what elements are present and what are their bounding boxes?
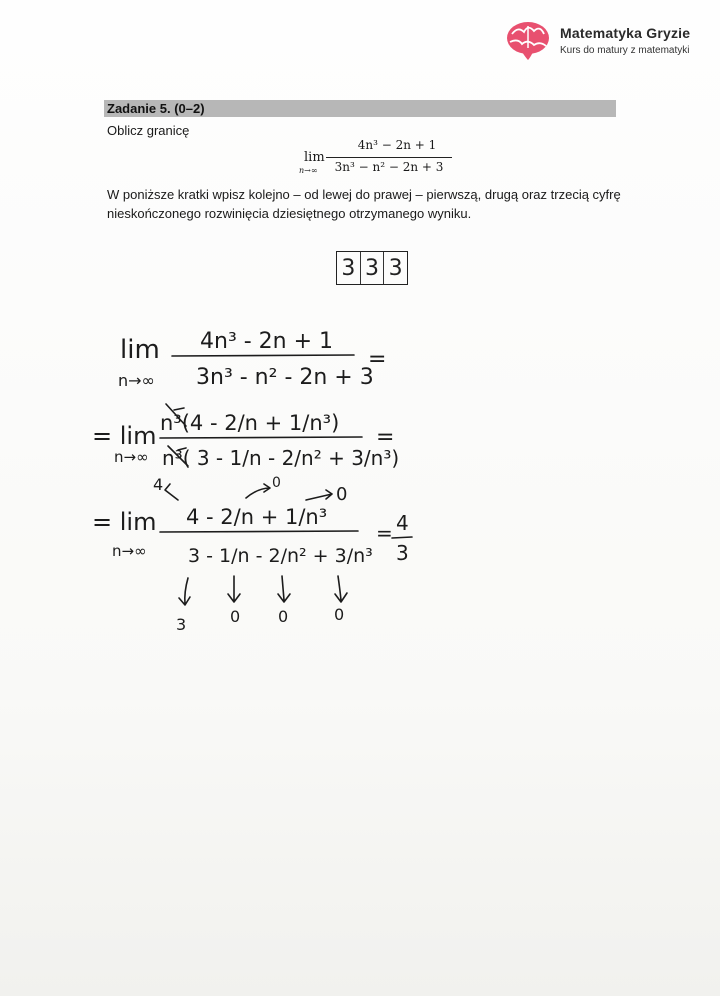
hw-limit-arrows: [176, 576, 347, 634]
hw-step2-denominator: n³( 3 - 1/n - 2/n² + 3/n³): [162, 446, 400, 470]
hw-step-2: [92, 404, 399, 470]
answer-digit-3[interactable]: 3: [388, 255, 403, 281]
hw-arrow-4: [335, 576, 347, 602]
task-description: W poniższe kratki wpisz kolejno – od lewej do prawej – pierwszą, drugą oraz trzecią cyfrę nieskończonego rozwinięcia dziesiętnego otrzymanego wyniku.: [107, 187, 621, 221]
hw-step3-annotation-0b: 0: [336, 484, 348, 505]
hw-step1-numerator: 4n³ - 2n + 1: [200, 329, 334, 354]
hw-step3-result-equals: =: [376, 521, 393, 545]
hw-limit-value-2: 0: [230, 607, 241, 626]
hw-step1-fraction-bar: [172, 355, 354, 356]
formula-subscript: n→∞: [299, 166, 318, 175]
hw-step2-prefix: = lim: [92, 422, 157, 450]
formula-numerator: 4n³ − 2n + 1: [357, 138, 437, 152]
hw-step3-prefix: = lim: [92, 508, 157, 536]
hw-step3-annotation-0a: 0: [272, 475, 281, 491]
hw-limit-value-4: 0: [334, 605, 345, 624]
hw-step3-arrow-0b: [306, 490, 332, 500]
hw-step3-fraction-bar: [160, 531, 358, 532]
hw-step3-result-denominator: 3: [396, 541, 409, 565]
task-instruction: Oblicz granicę: [107, 123, 190, 138]
answer-digit-1[interactable]: 3: [337, 252, 361, 284]
hw-step-3: [92, 475, 412, 567]
brand-subtitle: Kurs do matury z matematyki: [560, 45, 690, 56]
task-title: Zadanie 5. (0–2): [107, 101, 205, 116]
hw-step1-sub: n→∞: [118, 371, 155, 390]
hw-step3-numerator: 4 - 2/n + 1/n³: [186, 505, 328, 529]
hw-step1-equals: =: [368, 347, 387, 372]
formula-denominator: 3n³ − n² − 2n + 3: [334, 160, 444, 174]
hw-step3-arrow-4: [165, 484, 178, 500]
hw-step3-sub: n→∞: [112, 542, 147, 560]
answer-digit-2[interactable]: 3: [361, 252, 385, 284]
hw-step3-denominator: 3 - 1/n - 2/n² + 3/n³: [188, 545, 373, 567]
hw-step1-denominator: 3n³ - n² - 2n + 3: [196, 365, 374, 390]
hw-step2-fraction-bar: [160, 437, 362, 438]
hw-arrow-3: [278, 576, 290, 602]
hw-limit-value-3: 0: [278, 607, 289, 626]
hw-step2-sub: n→∞: [114, 448, 149, 466]
hw-arrow-1: [179, 578, 190, 605]
hw-step3-result-bar: [392, 537, 412, 538]
hw-step1-lim: lim: [120, 335, 160, 365]
brand-title: Matematyka Gryzie: [560, 25, 691, 41]
hw-step2-numerator: n³(4 - 2/n + 1/n³): [160, 411, 340, 435]
hw-limit-value-1: 3: [176, 615, 187, 634]
hw-arrow-2: [228, 576, 240, 602]
formula-lim: lim: [304, 150, 325, 165]
hw-step3-annotation-4: 4: [153, 475, 164, 494]
hw-step3-arrow-0a: [246, 484, 270, 498]
hw-step-1: [118, 329, 386, 390]
hw-step2-equals: =: [376, 425, 395, 450]
hw-step3-result-numerator: 4: [396, 511, 409, 535]
